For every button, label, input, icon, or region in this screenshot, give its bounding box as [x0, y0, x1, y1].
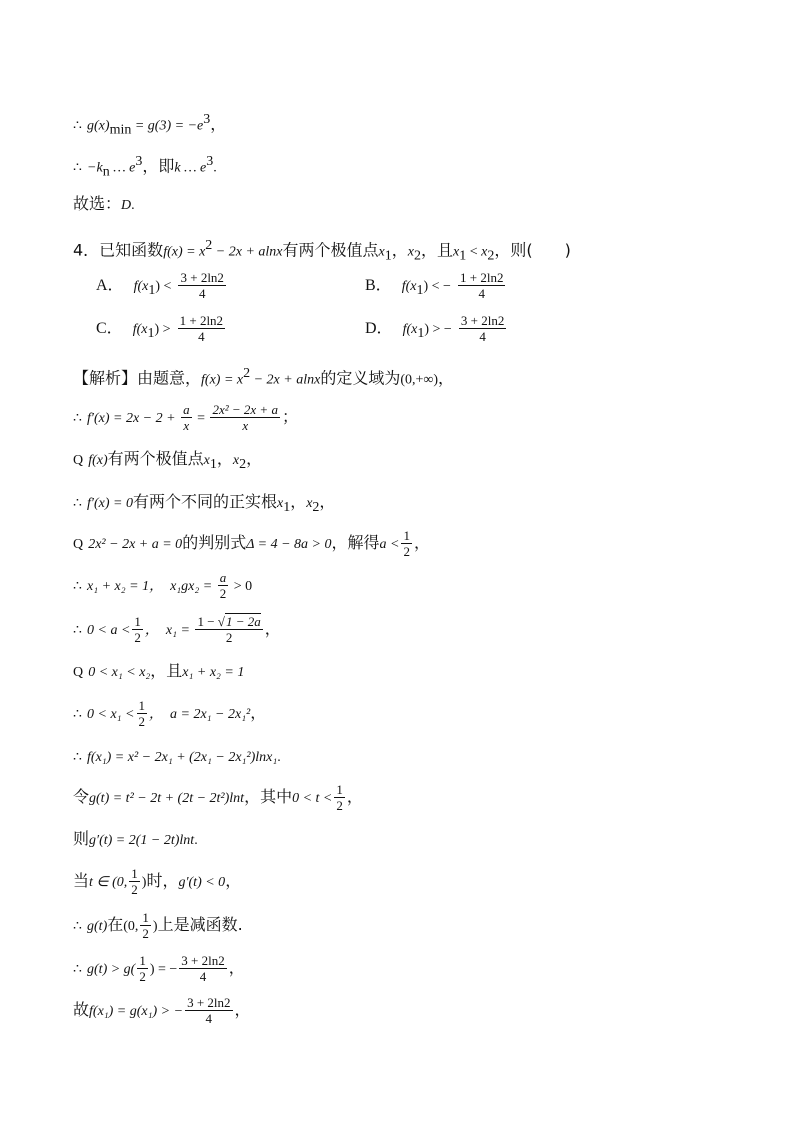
fraction: $\frac{1}{2}$ [134, 614, 141, 645]
solution-line-10: ∴ f(x₁) = x² − 2x₁ + (2x₁ − 2x₁²)lnx₁. [73, 750, 281, 765]
fraction: $\frac{a}{2}$ [219, 570, 227, 601]
solution-line-4: ∴ f′(x) = 0有两个不同的正实根$x_1$，$x_2$， [73, 492, 336, 516]
fraction: $\frac{1 + 2\ln 2}{4}$ [460, 270, 504, 301]
option-b: B． $f(x_1)$ < − $\frac{1 + 2\ln 2}{4}$ [365, 270, 504, 301]
solution-line-15: ∴ g(t) > g( $\frac{1}{2}$ ) = − $\frac{3 + 2\ln 2}{4}$ ， [73, 953, 245, 984]
solution-line-7: ∴ 0 < a < $\frac{1}{2}$ ， x₁ = $\frac{1 - √1 - 2a}{2}$ ， [73, 614, 281, 645]
option-d: D． $f(x_1)$ > − $\frac{3 + 2\ln 2}{4}$ [365, 313, 505, 344]
fraction: $\frac{1 + 2\ln 2}{4}$ [179, 313, 224, 344]
fraction: $\frac{1}{2}$ [138, 698, 145, 729]
solution-line-5: Q 2x² − 2x + a = 0的判别式Δ = 4 − 8a > 0，解得a < $\frac{1}{2}$ ， [73, 528, 430, 559]
line-k-range: ∴ $-k_n$ … $e^3$，即k … $e^3$. [73, 154, 217, 180]
fraction: $\frac{\text{2x² − 2x + a}}{x}$ [212, 402, 278, 433]
solution-line-13: 当t ∈ (0, $\frac{1}{2}$ )时，g′(t) < 0， [73, 866, 242, 897]
line-gmin: ∴ $g(x)_{min} = g(3) = -e^3$， [73, 112, 227, 138]
solution-line-9: ∴ 0 < x₁ < $\frac{1}{2}$ ， a = 2x₁ − 2x₁²， [73, 698, 267, 729]
fraction: $\frac{1}{2}$ [142, 910, 149, 941]
solution-line-2: ∴ f′(x) = 2x − 2 + $\frac{a}{x}$ = $\frac{\text{2x² − 2x + a}}{x}$ ； [73, 402, 298, 433]
fraction: $\frac{3 + 2\ln 2}{4}$ [187, 995, 231, 1026]
fraction: $\frac{1}{2}$ [403, 528, 410, 559]
fraction: $\frac{3 + 2\ln 2}{4}$ [181, 953, 225, 984]
solution-line-14: ∴ g(t)在(0, $\frac{1}{2}$ )上是减函数. [73, 910, 243, 941]
option-a: A． $f(x_1)$ < $\frac{3 + 2\ln 2}{4}$ [96, 270, 224, 301]
fraction: $\frac{3 + 2\ln 2}{4}$ [180, 270, 224, 301]
solution-line-3: Q f(x)有两个极值点$x_1$，$x_2$， [73, 449, 263, 473]
fraction: $\frac{1 - √1 - 2a}{2}$ [197, 614, 261, 645]
therefore-symbol: ∴ [73, 118, 82, 134]
solution-line-8: Q 0 < x₁ < x₂，且x₁ + x₂ = 1 [73, 661, 245, 680]
fraction: $\frac{1}{2}$ [336, 782, 343, 813]
solution-line-12: 则g′(t) = 2(1 − 2t)lnt. [73, 829, 198, 848]
fraction: $\frac{a}{x}$ [183, 402, 190, 433]
fraction: $\frac{1}{2}$ [139, 953, 146, 984]
fraction: $\frac{1}{2}$ [131, 866, 138, 897]
question-4-stem: 4．已知函数$f(x) = x^2 - 2x + alnx$有两个极值点$x_1$，$x_2$，且$x_1 < x_2$，则( ) [73, 238, 571, 264]
line-answer: 故选：D. [73, 194, 135, 213]
solution-line-16: 故f(x₁) = g(x₁) > − $\frac{3 + 2\ln 2}{4}$ ， [73, 995, 251, 1026]
solution-line-11: 令g(t) = t² − 2t + (2t − 2t²)lnt，其中0 < t < $\frac{1}{2}$ ， [73, 782, 363, 813]
solution-line-6: ∴ x₁ + x₂ = 1， x₁gx₂ = $\frac{a}{2}$ > 0 [73, 570, 253, 601]
option-c: C． $f(x_1)$ > $\frac{1 + 2\ln 2}{4}$ [96, 313, 224, 344]
fraction: $\frac{3 + 2\ln 2}{4}$ [460, 313, 505, 344]
solution-line-1: 【解析】由题意，$f(x) = x^2 - 2x + alnx$的定义域为(0,+∞)， [73, 366, 455, 388]
